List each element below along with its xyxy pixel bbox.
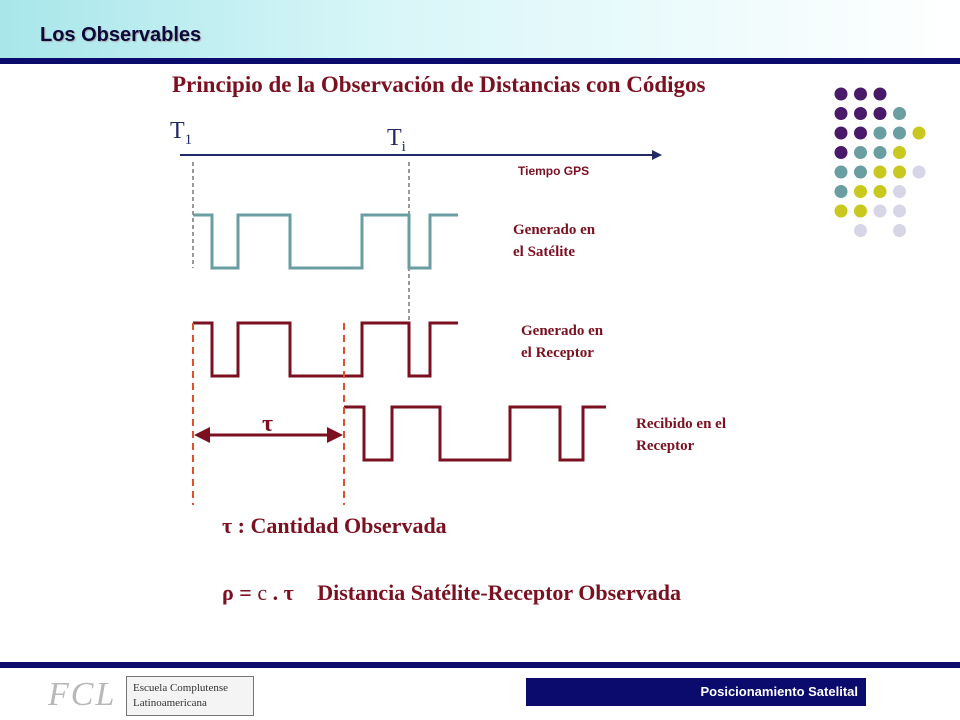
logo-line-2: Latinoamericana [133,697,207,709]
main-title: Principio de la Observación de Distancias con Códigos [172,72,706,97]
receiver-code-signal [193,323,458,376]
header-title: Los Observables [40,24,202,46]
time-axis-arrowhead [652,150,662,160]
received-code-signal [344,407,606,460]
fcl-logo-box [126,676,254,716]
time-axis-label: Tiempo GPS [518,164,590,178]
satellite-code-signal [193,215,458,268]
fcl-logo-mark: FCL [48,676,117,713]
fcl-logo [48,674,254,718]
receiver-label-line2: el Receptor [521,345,594,361]
footer-bar [526,678,866,706]
formula-distance [222,580,681,606]
received-label-line2: Receptor [636,438,695,454]
satellite-signal-label [513,219,595,263]
logo-line-1: Escuela Complutense [133,682,229,694]
formula-rho-lhs: ρ = [222,580,258,605]
receiver-signal-label [521,320,603,364]
tau-arrowhead-left [194,427,210,443]
formula-c: c [257,580,268,605]
received-signal-label [636,413,726,457]
formula-tau: . τ [267,580,294,605]
receiver-label-line1: Generado en [521,323,604,339]
footer-text: Posicionamiento Satelital [700,684,858,699]
satellite-label-line2: el Satélite [513,244,576,260]
received-label-line1: Recibido en el [636,416,726,432]
bottom-divider [0,662,960,668]
formula-description: Distancia Satélite-Receptor Observada [317,580,681,605]
satellite-label-line1: Generado en [513,222,596,238]
ti-label: $T_i$ [387,125,406,155]
t1-label: $T_1$ [170,118,193,148]
formula-tau-definition: τ : Cantidad Observada [222,513,447,538]
tau-symbol: τ [262,411,274,437]
tau-arrowhead-right [327,427,343,443]
